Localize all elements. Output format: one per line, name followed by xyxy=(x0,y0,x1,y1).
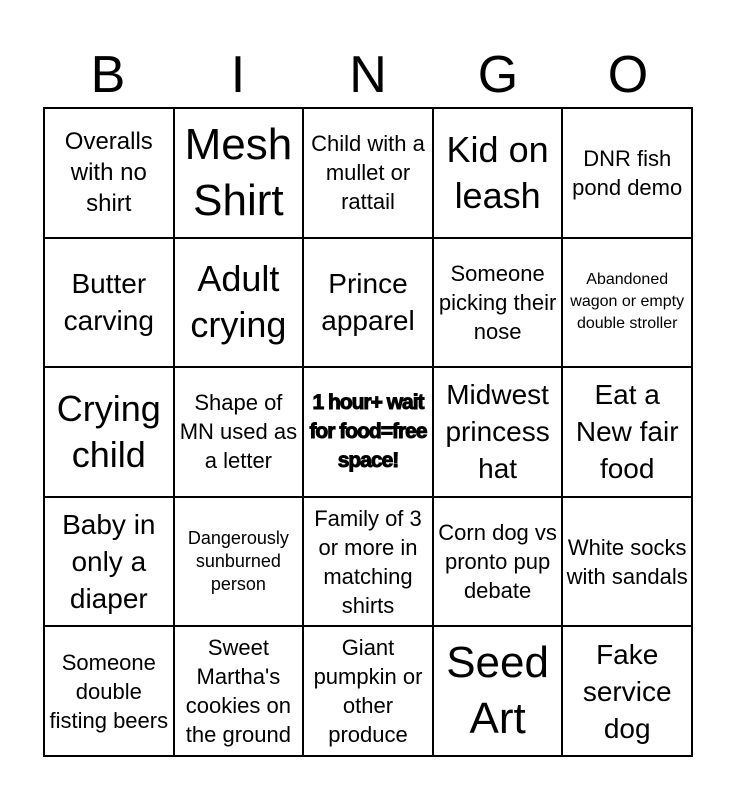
bingo-cell-text: Adult crying xyxy=(190,258,287,346)
header-letter-n: N xyxy=(349,46,387,104)
bingo-cell-text: Eat a New fair food xyxy=(575,379,679,485)
bingo-cell-text: Butter carving xyxy=(63,268,154,337)
header-letter-g: G xyxy=(477,46,519,104)
bingo-cell-20[interactable] xyxy=(562,497,692,627)
bingo-cell-text: DNR fish pond demo xyxy=(572,145,683,200)
bingo-cell-4[interactable] xyxy=(433,108,563,238)
bingo-cell-21[interactable] xyxy=(44,626,174,756)
bingo-cell-text: Corn dog vs pronto pup debate xyxy=(438,520,557,604)
bingo-cell-text: 1 hour+ wait for food=free space! xyxy=(309,391,427,473)
bingo-cell-text: Shape of MN used as a letter xyxy=(179,390,298,474)
bingo-cell-text: Abandoned wagon or empty double stroller xyxy=(570,271,685,333)
bingo-cell-text: Overalls with no shirt xyxy=(64,128,153,218)
bingo-cell-text: Prince apparel xyxy=(321,268,415,337)
bingo-header xyxy=(43,42,693,108)
header-letter-i: I xyxy=(230,46,246,104)
bingo-cell-16[interactable] xyxy=(44,497,174,627)
bingo-cell-10[interactable] xyxy=(562,238,692,368)
bingo-cell-25[interactable] xyxy=(562,626,692,756)
bingo-cell-22[interactable] xyxy=(174,626,304,756)
bingo-cell-text: White socks with sandals xyxy=(566,534,688,589)
bingo-cell-9[interactable] xyxy=(433,238,563,368)
header-letter-o: O xyxy=(607,46,649,104)
bingo-cell-text: Midwest princess hat xyxy=(445,379,550,485)
bingo-cell-14[interactable] xyxy=(433,367,563,497)
bingo-cell-text: Dangerously sunburned person xyxy=(187,528,289,595)
bingo-cell-15[interactable] xyxy=(562,367,692,497)
bingo-cell-text: Seed Art xyxy=(446,638,549,744)
bingo-cell-18[interactable] xyxy=(303,497,433,627)
bingo-cell-free-space[interactable] xyxy=(303,367,433,497)
bingo-cell-text: Someone picking their nose xyxy=(438,260,557,344)
bingo-cell-8[interactable] xyxy=(303,238,433,368)
bingo-cell-text: Kid on leash xyxy=(446,128,549,216)
bingo-cell-23[interactable] xyxy=(303,626,433,756)
bingo-cell-6[interactable] xyxy=(44,238,174,368)
bingo-cell-text: Family of 3 or more in matching shirts xyxy=(314,505,422,618)
header-letter-b: B xyxy=(90,46,126,104)
bingo-cell-11[interactable] xyxy=(44,367,174,497)
bingo-cell-19[interactable] xyxy=(433,497,563,627)
bingo-cell-text: Child with a mullet or rattail xyxy=(311,131,425,215)
bingo-cell-text: Baby in only a diaper xyxy=(62,509,156,615)
bingo-cell-text: Sweet Martha's cookies on the ground xyxy=(185,635,291,748)
bingo-cell-3[interactable] xyxy=(303,108,433,238)
bingo-cell-7[interactable] xyxy=(174,238,304,368)
bingo-cell-5[interactable] xyxy=(562,108,692,238)
bingo-grid xyxy=(43,107,693,757)
bingo-cell-24[interactable] xyxy=(433,626,563,756)
bingo-cell-2[interactable] xyxy=(174,108,304,238)
bingo-cell-text: Giant pumpkin or other produce xyxy=(313,635,423,748)
bingo-cell-17[interactable] xyxy=(174,497,304,627)
bingo-cell-text: Fake service dog xyxy=(582,638,672,744)
bingo-cell-12[interactable] xyxy=(174,367,304,497)
bingo-cell-1[interactable] xyxy=(44,108,174,238)
bingo-cell-text: Someone double fisting beers xyxy=(49,649,169,733)
bingo-cell-text: Crying child xyxy=(56,387,161,475)
bingo-cell-text: Mesh Shirt xyxy=(184,119,293,225)
